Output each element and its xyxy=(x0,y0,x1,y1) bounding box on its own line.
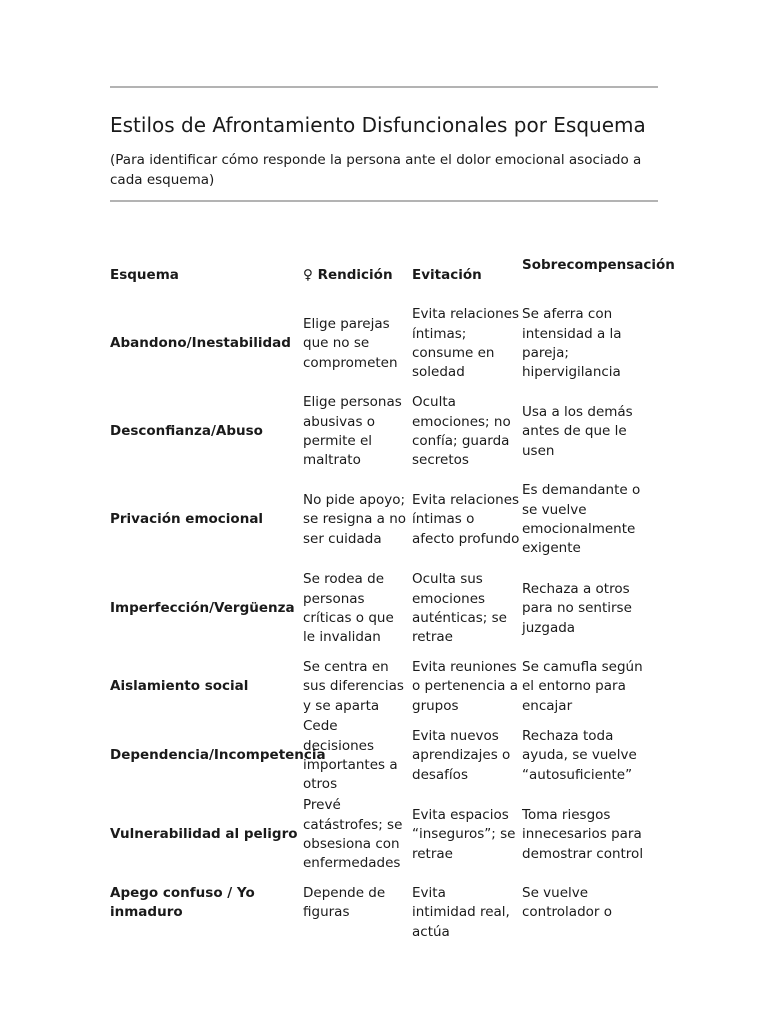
sobrecompensacion-cell: Rechaza toda ayuda, se vuelve “autosuficiente” xyxy=(522,727,637,783)
header-evitacion-label: Evitación xyxy=(412,267,482,283)
header-esquema-label: Esquema xyxy=(110,267,179,283)
page-title-text: Estilos de Afrontamiento Disfuncionales por Esquema xyxy=(110,113,646,137)
table-row xyxy=(0,884,768,940)
sobrecompensacion-cell: Se camufla según el entorno para encajar xyxy=(522,658,643,714)
sobrecompensacion-cell: Rechaza a otros para no sentirse juzgada xyxy=(522,580,632,636)
header-rendicion-label: Rendición xyxy=(317,267,393,283)
rendicion-cell: Prevé catástrofes; se obsesiona con enfermedades xyxy=(303,797,403,872)
section-divider xyxy=(110,200,658,202)
header-evitacion xyxy=(412,266,482,285)
evitacion-cell: Oculta emociones; no confía; guarda secretos xyxy=(412,394,511,469)
header-esquema xyxy=(110,266,179,285)
sobrecompensacion-cell: Es demandante o se vuelve emocionalmente exigente xyxy=(522,482,641,557)
schema-cell: Aislamiento social xyxy=(110,678,249,695)
schema-cell: Privación emocional xyxy=(110,511,264,528)
schema-cell: Desconfianza/Abuso xyxy=(110,423,263,440)
top-divider xyxy=(110,86,658,88)
schema-cell: Apego confuso / Yo inmaduro xyxy=(110,885,255,921)
header-sobrecompensacion-label: Sobrecompensación xyxy=(522,257,675,273)
schema-cell: Imperfección/Vergüenza xyxy=(110,600,295,617)
sobrecompensacion-cell: Se aferra con intensidad a la pareja; hipervigilancia xyxy=(522,306,622,381)
female-sign-icon: ♀ xyxy=(303,267,313,283)
page-subtitle: (Para identificar cómo responde la persona ante el dolor emocional asociado a cada esquema) xyxy=(110,152,642,188)
sobrecompensacion-cell: Toma riesgos innecesarios para demostrar control xyxy=(522,806,644,862)
page-title xyxy=(110,113,670,137)
rendicion-cell: Elige parejas que no se comprometen xyxy=(303,315,398,371)
sobrecompensacion-cell: Usa a los demás antes de que le usen xyxy=(522,403,633,459)
rendicion-cell: Cede decisiones importantes a otros xyxy=(303,718,398,793)
evitacion-cell: Oculta sus emociones auténticas; se retrae xyxy=(412,571,507,646)
rendicion-cell: Elige personas abusivas o permite el maltrato xyxy=(303,394,402,469)
evitacion-cell: Evita nuevos aprendizajes o desafíos xyxy=(412,727,511,783)
header-rendicion xyxy=(303,266,393,285)
evitacion-cell: Evita relaciones íntimas; consume en soledad xyxy=(412,306,520,381)
table-row xyxy=(0,796,768,874)
evitacion-cell: Evita espacios “inseguros”; se retrae xyxy=(412,806,516,862)
schema-cell: Vulnerabilidad al peligro xyxy=(110,826,298,843)
table-row xyxy=(0,305,768,383)
rendicion-cell: Se rodea de personas críticas o que le invalidan xyxy=(303,571,394,646)
schema-cell: Abandono/Inestabilidad xyxy=(110,335,291,352)
table-row xyxy=(0,481,768,559)
table-row xyxy=(0,393,768,471)
evitacion-cell: Evita reuniones o pertenencia a grupos xyxy=(412,658,519,714)
rendicion-cell: Depende de figuras xyxy=(303,885,386,921)
schema-cell: Dependencia/Incompetencia xyxy=(110,747,326,764)
rendicion-cell: No pide apoyo; se resigna a no ser cuidada xyxy=(303,491,407,547)
evitacion-cell: Evita relaciones íntimas o afecto profundo xyxy=(412,491,520,547)
table-row xyxy=(0,658,768,716)
table-row xyxy=(0,570,768,648)
table-row xyxy=(0,718,768,793)
sobrecompensacion-cell: Se vuelve controlador o xyxy=(522,885,612,921)
evitacion-cell: Evita intimidad real, actúa xyxy=(412,885,510,940)
header-sobrecompensacion xyxy=(522,256,675,275)
rendicion-cell: Se centra en sus diferencias y se aparta xyxy=(303,658,404,714)
